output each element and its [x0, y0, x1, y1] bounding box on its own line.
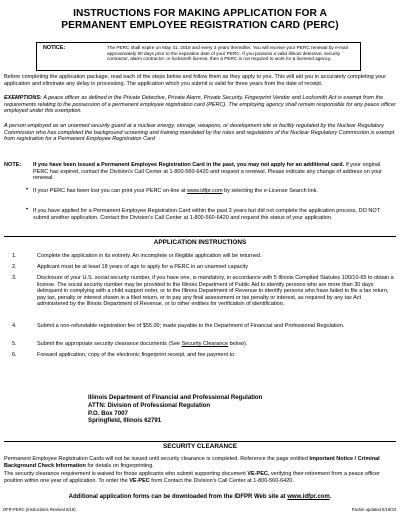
- step-text: Forward application, copy of the electronic fingerprint receipt, and fee payment to:: [37, 352, 236, 358]
- intro-paragraph: Before completing the application package, read each of the steps below and follow them as they apply to you. This will aid you in accurately completing your application and eliminate any delay in processing. The application which you submit is valid for three years from the date of receipt.: [4, 74, 387, 87]
- step-number: 6.: [12, 352, 17, 358]
- security-p2-text-b: verifying their retirement from a peace officer position within one year of application. To order the: [4, 471, 380, 484]
- important-notice-ref: Important Notice / Criminal Background Check Information: [4, 456, 380, 469]
- security-p2-text-a: The security clearance requirement is waived for those applicants who submit supporting document: [4, 471, 248, 477]
- form-id: DFR-PERC (Instructions Revised 6/18): [3, 507, 76, 512]
- step-text: Applicant must be at least 18 years of age to apply for a PERC in an unarmed capacity: [37, 264, 248, 270]
- step-text: Disclosure of your U.S. social security number, if you have one, is mandatory, in accordance with 5 Illinois Compiled Statutes 100/10-65 to obtain a license. The social security number may be provided to the Illinois Department of Public Aid to identify persons who are more than 30 days delinquent in complying with a child support order, or to the Illinois Department of Revenue to identify persons who have failed to file a tax return, pay tax, penalty or interest shown in a filed return, or to pay any final assessment or tax penalty or interest, as required by any tax Act administered by the Illinois Department of Revenue, or to other entities for verification of identification.: [37, 275, 394, 308]
- bullet-icon: •: [26, 187, 29, 193]
- security-clearance-heading: SECURITY CLEARANCE: [162, 443, 238, 450]
- note-label: NOTE:: [4, 162, 22, 168]
- download-text: Additional application forms can be downloaded from the IDFPR Web site at: [68, 494, 288, 500]
- note-item-1-bold: If you have been issued a Permanent Employee Registration Card in the past, you may not apply for an additional card.: [33, 162, 345, 168]
- address-line: ATTN: Division of Professional Regulation: [88, 401, 211, 409]
- address-line: Illinois Department of Financial and Professional Regulation: [88, 394, 263, 401]
- note-item-2-text-a: If your PERC has been lost you can print your PERC on-line at: [33, 188, 188, 194]
- security-p2-text-c: form Contact the Division's Call Center at 1-800-560-6420.: [149, 477, 294, 484]
- ve-pec-ref: VE-PEC: [129, 477, 150, 484]
- security-p1-text-a: Permanent Employee Registration Cards will not be issued until security clearance is completed. Reference the page entitled: [4, 456, 310, 462]
- title-line-1: INSTRUCTIONS FOR MAKING APPLICATION FOR A: [73, 8, 327, 19]
- step-number: 2.: [12, 264, 17, 270]
- step-text: [37, 341, 394, 348]
- security-clearance-link[interactable]: Security Clearance: [181, 341, 229, 347]
- mailing-address: [88, 394, 262, 425]
- divider: [4, 236, 396, 237]
- ve-pec-ref: VE-PEC,: [247, 471, 270, 477]
- step-5-text-b: below).: [228, 341, 248, 347]
- notice-text: The PERC shall expire on May 31, 2018 and every 3 years thereafter. You will receive your PERC renewal by e-mail approximately 90 days prior to the expiration date of your PERC. If you possess a valid Illinois detective, security contractor, alarm contractor, or locksmith license, then a PERC is not required to work for a licensed agency.: [107, 45, 348, 62]
- exemptions-paragraph: [4, 95, 397, 115]
- notice-label: NOTICE:: [43, 45, 66, 51]
- step-number: 1.: [12, 253, 17, 259]
- security-paragraph-1: [4, 456, 397, 469]
- note-item-3: If you have applied for a Permanent Employee Registration Card within the past 3 years but did not complete the application process, DO NOT submit another application. Contact the Division's Call Center at 1-800-560-6420 and request the status of your application.: [33, 208, 380, 221]
- step-text: Complete the application in its entirety. An incomplete or illegible application will be returned.: [37, 253, 262, 259]
- step-text: Submit a non-refundable registration fee of $55.00; made payable to the Department of Financial and Professional Regulation.: [37, 323, 345, 329]
- note-item-1-text: If your original PERC has expired, contact the Division's Call Center at 1-800-560-6420 and request a renewal. Please indicate any change of address on your renewal.: [33, 162, 382, 182]
- security-p1-text-b: for details on fingerprinting.: [85, 462, 154, 469]
- notice-box: [36, 42, 361, 71]
- packet-updated: Packet updated 5/19/23: [351, 507, 396, 512]
- exemptions-text: A peace officer as defined in the Private Detective, Private Alarm, Private Security, Fingerprint Vendor and Locksmith Act is exempt from the requirements relating to the possession of a permanent employee registration card (PERC). The employing agency shall remain responsible for any peace officer employed under this exemption.: [4, 95, 396, 115]
- address-line: Springfield, Illinois 62791: [88, 417, 162, 425]
- note-item-2-text-b: by selecting the e-License Search link.: [222, 188, 318, 194]
- application-instructions-heading: APPLICATION INSTRUCTIONS: [153, 239, 247, 246]
- bullet-icon: •: [26, 207, 29, 213]
- title-line-2: PERMANENT EMPLOYEE REGISTRATION CARD (PERC): [61, 20, 339, 31]
- step-number: 3.: [12, 275, 17, 281]
- address-line: P.O. Box 7007: [88, 409, 128, 417]
- step-number: 5.: [12, 341, 17, 347]
- nuclear-exemption-paragraph: A person employed as an unarmed security guard at a nuclear energy, storage, weapons, or development site or facility regulated by the Nuclear Regulatory Commission who has completed the background screening and training mandated by the rules and regulations of the Nuclear Regulatory Commission is exempt from registration for a Permanent Employee Registration Card: [4, 123, 395, 143]
- divider: [4, 441, 396, 442]
- step-number: 4.: [12, 323, 17, 329]
- idfpr-link[interactable]: www.idfpr.com: [287, 494, 330, 500]
- exemptions-label: EXEMPTIONS:: [4, 95, 42, 101]
- download-period: .: [329, 494, 332, 500]
- step-5-text-a: Submit the appropriate security clearance documents (See: [37, 341, 182, 347]
- note-item-1: [33, 162, 395, 182]
- note-item-2: [33, 188, 395, 195]
- idfpr-link[interactable]: www.idfpr.com: [187, 188, 223, 194]
- download-notice: [0, 494, 400, 500]
- security-paragraph-2: [4, 471, 397, 484]
